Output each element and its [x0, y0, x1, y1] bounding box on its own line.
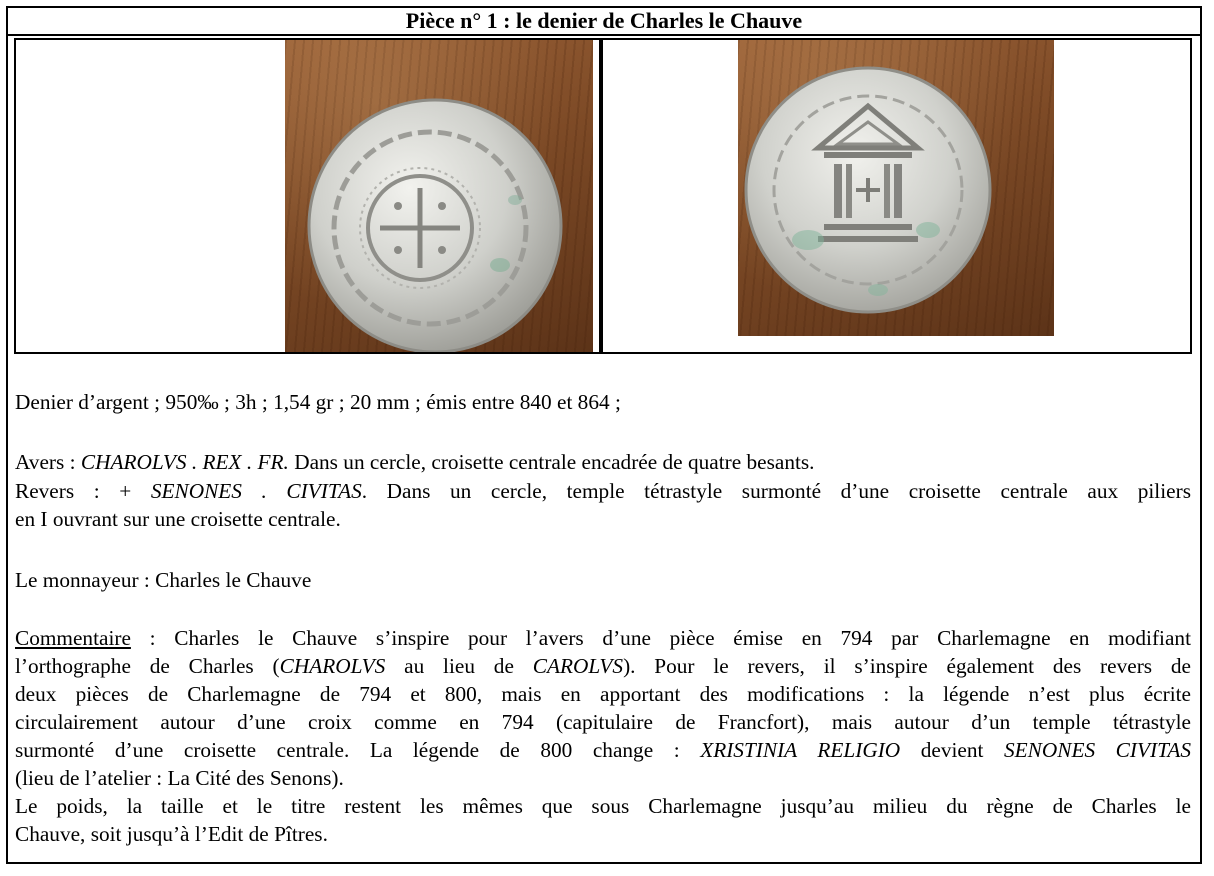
coin-reverse-drawing	[738, 40, 1054, 336]
image-table-divider	[599, 38, 603, 354]
title-divider	[6, 34, 1202, 36]
coin-obverse-photo	[285, 40, 593, 352]
coin-obverse-drawing	[285, 40, 593, 352]
coin-description: Denier d’argent ; 950‰ ; 3h ; 1,54 gr ; 20 mm ; émis entre 840 et 864 ;	[15, 390, 621, 414]
coin-reverse-photo	[738, 40, 1054, 336]
commentaire-heading: Commentaire	[15, 626, 131, 650]
commentaire-paragraph: Commentaire : Charles le Chauve s’inspire pour l’avers d’une pièce émise en 794 par Charlemagne en modifiant l’orthographe de Charles (CHAROLVS au lieu de CAROLVS). Pour le revers, il s’inspire également des revers de deux pièces de Charlemagne de 794 et 800, mais en apportant des modifications : la légende n’est plus écrite circulairement autour d’une croix comme en 794 (capitulaire de Francfort), mais autour d’un temple tétrastyle surmonté d’une croisette centrale. La légende de 800 change : XRISTINIA RELIGIO devient SENONES CIVITAS (lieu de l’atelier : La Cité des Senons). Le poids, la taille et le titre restent les mêmes que sous Charlemagne jusqu’au milieu du règne de Charles le Chauve, soit jusqu’à l’Edit de Pîtres.	[15, 626, 1192, 846]
page-title: Pièce n° 1 : le denier de Charles le Chauve	[405, 8, 803, 33]
monnayeur-line: Le monnayeur : Charles le Chauve	[15, 568, 312, 592]
revers-paragraph: Revers : + SENONES . CIVITAS. Dans un cercle, temple tétrastyle surmonté d’une croisette centrale aux piliers en I ouvrant sur une croisette centrale.	[15, 479, 1191, 531]
avers-paragraph: Avers : CHAROLVS . REX . FR. Dans un cercle, croisette centrale encadrée de quatre besants.	[15, 450, 815, 474]
